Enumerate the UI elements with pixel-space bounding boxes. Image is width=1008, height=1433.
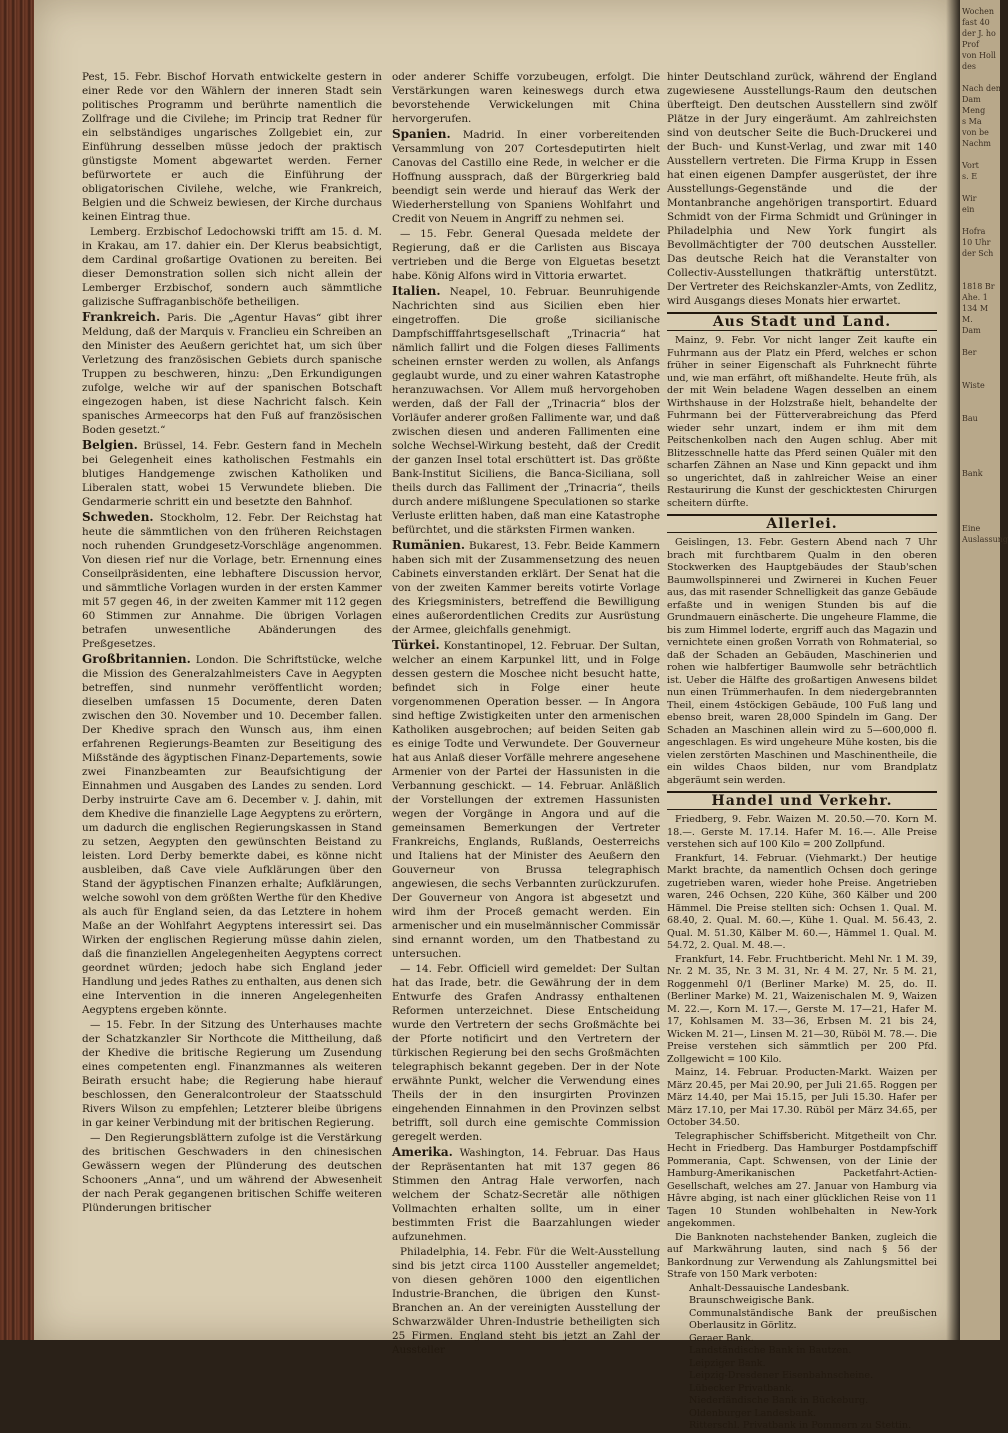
next-page-line: Eine — [962, 524, 981, 533]
article-paris: Paris. Die „Agentur Havas“ gibt ihrer Meldung, daß der Marquis v. Franclieu ein Schreiben an den Minister des Aeußern gerichtet hat, um sich über Verletzung des französischen Gebiets durch spanische Truppen zu beschweren, hinzu: „Den Erkundigungen zufolge, welche wir auf der spanischen Botschaft eingezogen haben, ist diese Nachricht falsch. Kein spanisches Armeecorps hat den Fuß auf französischen Boden gesetzt.“ — [82, 312, 382, 436]
heading-schweden: Schweden. — [82, 510, 154, 524]
next-page-line: der Sch — [962, 249, 994, 258]
section-allerlei: Allerlei. — [667, 514, 937, 533]
article-philadelphia: Philadelphia, 14. Febr. Für die Welt-Ausstellung sind bis jetzt circa 1100 Aussteller angemeldet; von diesen gehören 1000 den eigentlichen Industrie-Branchen, die übrigen den Kunst-Branchen an. An der vereinigten Ausstellung der Schwarzwälder Uhren-Industrie betheiligten sich 25 Firmen. England steht bis jetzt an Zahl der Aussteller — [392, 1246, 660, 1356]
column-2 — [392, 70, 660, 1358]
heading-belgien: Belgien. — [82, 438, 138, 452]
next-page-line: von be — [962, 128, 989, 137]
banks-list — [667, 1283, 937, 1433]
banknotes-notice: Die Banknoten nachstehender Banken, zugleich die auf Markwährung lauten, sind nach § 56 der Bankordnung zur Verwendung als Zahlungsmittel bei Strafe von 150 Mark verboten: — [667, 1231, 937, 1280]
next-page-line — [962, 358, 998, 369]
heading-amerika: Amerika. — [392, 1145, 453, 1159]
ship-report: Telegraphischer Schiffsbericht. Mitgetheilt von Chr. Hecht in Friedberg. Das Hamburger Postdampfschiff Pommerania, Capt. Schwensen, von der Linie der Hamburg-Amerikanischen Packetfahrt-Actien-Gesellschaft, welches am 27. Januar von Hamburg via Hâvre abging, ist nach einer glücklichen Reise von 11 Tagen 10 Stunden wohlbehalten in New-York angekommen. — [667, 1130, 937, 1229]
article-madrid-2: — 15. Febr. General Quesada meldete der Regierung, daß er die Carlisten aus Biscaya vertrieben und die Berge von Elguetas besetzt habe. König Alfons wird in Vittoria erwartet. — [392, 228, 660, 282]
section-handel-und-verkehr: Handel und Verkehr. — [667, 791, 937, 810]
next-page-text — [960, 0, 1008, 551]
book-binding-edge — [0, 0, 34, 1340]
next-page-line: Bank — [962, 469, 983, 478]
article-london-3: — Den Regierungsblättern zufolge ist die Verstärkung des britischen Geschwaders in den chinesischen Gewässern wegen der Plünderung des deutschen Schooners „Anna“, und um während der Abwesenheit der nach Perak gegangenen britischen Schiffe weiteren Plünderungen britischer — [82, 1132, 382, 1214]
heading-tuerkei: Türkei. — [392, 638, 440, 652]
next-page-edge — [960, 0, 1008, 1340]
next-page-line — [962, 391, 998, 402]
next-page-line: Wochen — [962, 7, 995, 16]
next-page-line: M. — [962, 315, 973, 324]
next-page-line: Nachm — [962, 139, 991, 148]
next-page-line: der J. ho — [962, 29, 996, 38]
bank-item: Landständische Bank in Bautzen. — [689, 1345, 852, 1356]
next-page-line: Wiste — [962, 381, 985, 390]
next-page-line — [962, 402, 998, 413]
bank-item: Lübecker Privatbank. — [689, 1382, 794, 1394]
market-frankfurt-vieh: Frankfurt, 14. Februar. (Viehmarkt.) Der heutige Markt brachte, da namentlich Ochsen doch geringe zugetrieben waren, wieder hohe Preise. Angetrieben waren, 246 Ochsen, 220 Kühe, 360 Kälber und 200 Hämmel. Die Preise stellten sich: Ochsen 1. Qual. M. 68.40, 2. Qual. M. 60.—, Kühe 1. Qual. M. 56.43, 2. Qual. M. 51.30, Kälber M. 60.—, Hämmel 1. Qual. M. 54.72, 2. Qual. M. 48.—. — [667, 852, 937, 951]
next-page-line: Nach den — [962, 84, 1001, 93]
next-page-line: 134 M — [962, 304, 989, 313]
next-page-line: Vort — [962, 161, 979, 170]
bank-item: Leipzig-Dresdener Eisenbahnscheine. — [689, 1370, 874, 1381]
next-page-line — [962, 446, 998, 457]
bank-item: Leipziger Bank. — [689, 1357, 766, 1369]
article-konstantinopel-2: — 14. Febr. Officiell wird gemeldet: Der Sultan hat das Irade, betr. die Gewährung der in dem Entwurfe des Grafen Andrassy enthaltenen Reformen unterzeichnet. Diese Entscheidung wurde den Vertretern der sechs Großmächte bei der Pforte notificirt und den Vertretern der türkischen Regierung bei den sechs Großmächten telegraphisch bekannt gegeben. Der in der Note erwähnte Punkt, welcher die Verwendung eines Theils der in den insurgirten Provinzen eingehenden Einnahmen in den Provinzen selbst betrifft, soll durch eine gemischte Commission geregelt werden. — [392, 963, 660, 1143]
next-page-line: 1818 Br — [962, 282, 995, 291]
next-page-line: Auslassung — [962, 535, 1008, 544]
bank-item: Anhalt-Dessauische Landesbank. — [689, 1282, 850, 1294]
next-page-line: des — [962, 62, 976, 71]
next-page-line: Wir — [962, 194, 977, 203]
market-friedberg: Friedberg, 9. Febr. Waizen M. 20.50.—70. Korn M. 18.—. Gerste M. 17.14. Hafer M. 16.—. Alle Preise verstehen sich auf 100 Kilo = 200 Zollpfund. — [667, 814, 937, 850]
bank-item: Braunschweigische Bank. — [689, 1295, 815, 1306]
article-geislingen: Geislingen, 13. Febr. Gestern Abend nach 7 Uhr brach mit furchtbarem Qualm in den oberen Stockwerken des Hauptgebäudes der Staub'schen Baumwollspinnerei und Zwirnerei in Kuchen Feuer aus, das mit rasender Schnelligkeit das ganze Gebäude erfaßte und in wenigen Stunden bis auf die Grundmauern einäscherte. Die ungeheure Flamme, die bis zum Himmel loderte, ergriff auch das Magazin und vernichtete einen großen Vorrath von Rohmaterial, so daß der Schaden an Gebäuden, Maschinerien und rohen wie halbfertiger Baumwolle sehr beträchtlich ist. Ueber die Hälfte des großartigen Anwesens bildet nun einen Trümmerhaufen. In dem niedergebrannten Theil, einem 4stöckigen Gebäude, 100 Fuß lang und ebenso breit, waren 28,000 Spindeln im Gang. Der Schaden an Maschinen allein wird zu 5—600,000 fl. angeschlagen. Es wird ungeheure Mühe kosten, bis die vielen zerstörten Maschinen und Maschinentheile, die ein wildes Chaos bilden, nur vom Brandplatz abgeräumt sein werden. — [667, 537, 938, 786]
heading-spanien: Spanien. — [392, 127, 451, 141]
column-1 — [82, 70, 382, 1216]
article-london-2: — 15. Febr. In der Sitzung des Unterhauses machte der Schatzkanzler Sir Northcote die Mittheilung, daß der Khedive die britische Regierung um Zusendung eines competenten engl. Finanzmannes als weiteren Beirath ersucht habe; die Regierung habe hierauf beschlossen, den Generalcontroleur der Staatsschuld Rivers Wilson zu empfehlen; Letzterer bleibe übrigens in gar keiner Verbindung mit der britischen Regierung. — [82, 1019, 382, 1129]
next-page-line — [962, 182, 998, 193]
next-page-line: 10 Uhr — [962, 238, 991, 247]
next-page-line — [962, 457, 998, 468]
column-3 — [667, 70, 937, 1433]
next-page-line — [962, 424, 998, 435]
bank-item: Communalständische Bank der preußischen Oberlausitz in Görlitz. — [689, 1307, 937, 1331]
section-aus-stadt-und-land: Aus Stadt und Land. — [667, 312, 937, 331]
bank-item: Geraer Bank. — [689, 1332, 754, 1344]
bank-item: Ritterschl. Privatbank in Pommern zu Stettin. — [689, 1420, 912, 1431]
next-page-line: Hofra — [962, 227, 986, 236]
next-page-line: Dam — [962, 326, 981, 335]
article-washington: Washington, 14. Februar. Das Haus der Repräsentanten hat mit 137 gegen 86 Stimmen den Antrag Hale verworfen, nach welchem der Schatz-Secretär alle nöthigen Vollmachten erhalten sollte, um in einer bestimmten Frist die Baarzahlungen wieder aufzunehmen. — [392, 1147, 660, 1243]
next-page-line — [962, 501, 998, 512]
heading-rumaenien: Rumänien. — [392, 538, 465, 552]
next-page-line: Ber — [962, 348, 977, 357]
next-page-line: s Ma — [962, 117, 982, 126]
next-page-line — [962, 490, 998, 501]
article-london: London. Die Schriftstücke, welche die Mission des Generalzahlmeisters Cave in Aegypten betreffen, sind nunmehr veröffentlicht worden; dieselben umfassen 15 Documente, deren Daten zwischen den 30. November und 10. December fallen. Der Khedive sprach den Wunsch aus, ihm einen erfahrenen Regierungs-Beamten zur Beseitigung des Mißstände des ägyptischen Finanz-Departements, sowie zwei Finanzbeamten zur Beaufsichtigung der Einnahmen und Ausgaben des Landes zu senden. Lord Derby instruirte Cave am 6. December v. J. dahin, mit dem Khedive die finanzielle Lage Aegyptens zu erörtern, um dadurch die englischen Regierungskassen in Stand zu setzen, Aegypten den gewünschten Beistand zu leisten. Lord Derby bemerkte dabei, es könne nicht ausbleiben, daß Cave viele Aufklärungen über den Stand der ägyptischen Finanzen erhalte; Aufklärungen, welche sowohl von dem größten Werthe für den Khedive als auch für England seien, da das Letztere in hohem Maße an der Wohlfahrt Aegyptens interessirt sei. Das Wirken der englischen Regierung müsse dahin zielen, daß die finanziellen Angelegenheiten Aegyptens correct geordnet würden; jedoch habe sich England jeder Handlung und jedes Rathes zu enthalten, aus denen sich eine Intervention in die inneren Angelegenheiten Aegyptens ergeben könnte. — [82, 654, 382, 1016]
article-neapel: Neapel, 10. Februar. Beunruhigende Nachrichten sind aus Sicilien eben hier eingetroffen. Die große sicilianische Dampfschifffahrtsgesellschaft „Trinacria“ hat nämlich fallirt und die Folgen dieses Falliments scheinen ernster werden zu wollen, als Anfangs geglaubt wurde, und zu einer wahren Katastrophe heranzuwachsen. Vor Allem muß hervorgehoben werden, daß der Fall der „Trinacria“ blos der Vorläufer anderer großen Fallimente war, und daß zwischen diesen und anderen Fallimenten eine solche Wechsel-Wirkung besteht, daß der Credit der ganzen Insel total erschüttert ist. Das größte Bank-Institut Siciliens, die Banca-Siciliana, soll theils durch das Falliment der „Trinacria“, theils durch andere mißlungene Speculationen so starke Verluste erlitten haben, daß man eine Katastrophe befürchtet, und die stärksten Firmen wanken. — [392, 286, 660, 536]
next-page-line — [962, 512, 998, 523]
article-continued: oder anderer Schiffe vorzubeugen, erfolgt. Die Verstärkungen waren keineswegs durch etwa bevorstehende Verwickelungen mit China hervorgerufen. — [392, 71, 660, 125]
next-page-line: Meng — [962, 106, 986, 115]
market-frankfurt-frucht: Frankfurt, 14. Febr. Fruchtbericht. Mehl Nr. 1 M. 39, Nr. 2 M. 35, Nr. 3 M. 31, Nr. 4 M. 27, Nr. 5 M. 21, Roggenmehl 0/1 (Berliner Marke) M. 25, do. II. (Berliner Marke) M. 21, Waizenischalen M. 9, Waizen M. 22.—, Korn M. 17.—, Gerste M. 17—21, Hafer M. 17, Kohlsamen M. 33—36, Erbsen M. 21 bis 24, Wicken M. 21—, Linsen M. 21—30, Rüböl M. 78.—. Die Preise verstehen sich sämmtlich per 200 Pfd. Zollgewicht = 100 Kilo. — [667, 953, 937, 1065]
next-page-line — [962, 479, 998, 490]
heading-frankreich: Frankreich. — [82, 310, 161, 324]
bank-item: Oldenburger Landesbank. — [689, 1407, 817, 1419]
next-page-line: Bau — [962, 414, 978, 423]
article-mainz: Mainz, 9. Febr. Vor nicht langer Zeit kaufte ein Fuhrmann aus der Platz ein Pferd, welches er schon früher in seiner Eigenschaft als Fuhrknecht führte und, wie man erfährt, oft mißhandelte. Heute früh, als der mit Wein beladene Wagen desselben an einem Wirthshause in der Holzstraße hielt, behandelte der Fuhrmann bei der Fütterverabreichung das Pferd wieder sehr unzart, indem er ihm mit dem Peitschenkolben nach den Augen schlug. Aber mit Blitzesschnelle hatte das Pferd seinen Quäler mit den scharfen Zähnen an Nase und Kinn gepackt und ihm so ungerichtet, daß in zahlreicher Weise an einer Restaurirung die Kunst der geschicktesten Chirurgen scheitern dürfte. — [667, 335, 937, 509]
next-page-line: Prof — [962, 40, 979, 49]
next-page-line: Ahe. 1 — [962, 293, 988, 302]
heading-italien: Italien. — [392, 284, 441, 298]
market-mainz: Mainz, 14. Februar. Producten-Markt. Waizen per März 20.45, per Mai 20.90, per Juli 21.65. Roggen per März 14.40, per Mai 15.15, per Juli 15.30. Hafer per März 17.10, per Mai 17.30. Rüböl per März 34.65, per October 34.50. — [667, 1067, 937, 1128]
gutter-shadow — [946, 0, 960, 1340]
next-page-line — [962, 259, 998, 270]
next-page-line — [962, 270, 998, 281]
next-page-line: fast 40 — [962, 18, 990, 27]
next-page-line — [962, 336, 998, 347]
next-page-line: von Holl — [962, 51, 996, 60]
article-madrid: Madrid. In einer vorbereitenden Versammlung von 207 Cortesdeputirten hielt Canovas del Castillo eine Rede, in welcher er die Hoffnung aussprach, daß der Bürgerkrieg bald beendigt sein werde und hierauf das Werk der Wiederherstellung von Spaniens Wohlfahrt und Credit von Neuem in Angriff zu nehmen sei. — [392, 129, 660, 225]
next-page-line — [962, 435, 998, 446]
article-lemberg: Lemberg. Erzbischof Ledochowski trifft am 15. d. M. in Krakau, am 17. dahier ein. Der Klerus beabsichtigt, dem Cardinal großartige Ovationen zu bereiten. Bei dieser Demonstration sollen sich nicht allein der Lemberger Erzbischof, sondern auch sämmtliche galizische Suffraganbischöfe betheiligen. — [82, 226, 382, 308]
next-page-line: Dam — [962, 95, 981, 104]
next-page-line — [962, 72, 998, 83]
article-konstantinopel: Konstantinopel, 12. Februar. Der Sultan, welcher an einem Karpunkel litt, und in Folge dessen gestern die Moschee nicht besucht hatte, befindet sich in Folge einer heute vorgenommenen Operation besser. — In Angora sind heftige Zwistigkeiten unter den armenischen Katholiken ausgebrochen; auf beiden Seiten gab es einige Todte und Verwundete. Der Gouverneur hat aus Anlaß dieser Vorfälle mehrere angesehene Armenier von der Partei der Hassunisten in die Verbannung geschickt. — 14. Februar. Anläßlich der Vorstellungen der extremen Hassunisten wegen der Vorgänge in Angora und auf die gemeinsamen Bemerkungen der Vertreter Frankreichs, Englands, Rußlands, Oesterreichs und Italiens hat der Minister des Aeußern den Gouverneur von Brussa telegraphisch angewiesen, die sechs Verbannten zurückzurufen. Der Gouverneur von Angora ist abgesetzt und wird ihm der Proceß gemacht werden. Ein armenischer und ein muselmännischer Commissär sind ernannt worden, um den Thatbestand zu untersuchen. — [392, 640, 660, 960]
next-page-line — [962, 369, 998, 380]
heading-grossbritannien: Großbritannien. — [82, 652, 191, 666]
next-page-line — [962, 149, 998, 160]
article-bukarest: Bukarest, 13. Febr. Beide Kammern haben sich mit der Zusammensetzung des neuen Cabinets einverstanden erklärt. Der Senat hat die von der zweiten Kammer bereits votirte Vorlage des Kriegsministers, betreffend die Bewilligung eines außerordentlichen Credits zur Ausrüstung der Armee, gleichfalls genehmigt. — [392, 540, 660, 636]
article-bruessel: Brüssel, 14. Febr. Gestern fand in Mecheln bei Gelegenheit eines katholischen Festmahls ein blutiges Handgemenge zwischen Katholiken und Liberalen statt, wobei 15 Verwundete blieben. Die Gendarmerie schritt ein und besetzte den Bahnhof. — [82, 440, 382, 508]
next-page-line: ein — [962, 205, 975, 214]
next-page-line — [962, 215, 998, 226]
bank-item: Niederländische Bank in Bückeburg. — [689, 1395, 869, 1406]
article-stockholm: Stockholm, 12. Febr. Der Reichstag hat heute die sämmtlichen von den früheren Reichstagen noch ruhenden Grundgesetz-Vorschläge angenommen. Von diesen rief nur die Vorlage, betr. Ernennung eines Conseilpräsidenten, eine lebhaftere Discussion hervor, und sämmtliche Vorlagen wurden in der ersten Kammer mit 57 gegen 46, in der zweiten Kammer mit 112 gegen 60 Stimmen zur Annahme. Die übrigen Vorlagen betrafen unwesentliche Abänderungen des Preßgesetzes. — [82, 512, 382, 650]
article-pest: Pest, 15. Febr. Bischof Horvath entwickelte gestern in einer Rede vor den Wählern der inneren Stadt sein politisches Programm und berührte namentlich die Zollfrage und die Civilehe; im Princip trat Redner für ein selbständiges ungarisches Zollgebiet ein, zur Einführung desselben müsse jedoch der praktisch günstigste Moment abgewartet werden. Ferner befürwortete er auch die Einführung der obligatorischen Civilehe, welche, wie Frankreich, Belgien und die Schweiz bewiesen, der Kirche durchaus keinen Eintrag thue. — [82, 71, 382, 223]
article-philadelphia-cont: hinter Deutschland zurück, während der England zugewiesene Ausstellungs-Raum den deutschen überfteigt. Den deutschen Ausstellern sind zwölf Plätze in der Jury eingeräumt. Am zahlreichsten sind von deutscher Seite die Buch-Druckerei und der Buch- und Kunst-Verlag, und zwar mit 140 Ausstellern vertreten. Die Firma Krupp in Essen hat einen eigenen Dampfer ausgerüstet, der ihre Ausstellungs-Gegenstände und die der Montanbranche angehörigen transportirt. Eduard Schmidt von der Firma Schmidt und Grüninger in Philadelphia und New York fungirt als Bevollmächtigter der 700 deutschen Aussteller. Das deutsche Reich hat die Veranstalter von Collectiv-Ausstellungen thatkräftig unterstützt. Der Vertreter des Reichskanzler-Amts, von Zedlitz, wird Ausgangs dieses Monats hier erwartet. — [667, 71, 937, 307]
next-page-line: s. E — [962, 172, 978, 181]
